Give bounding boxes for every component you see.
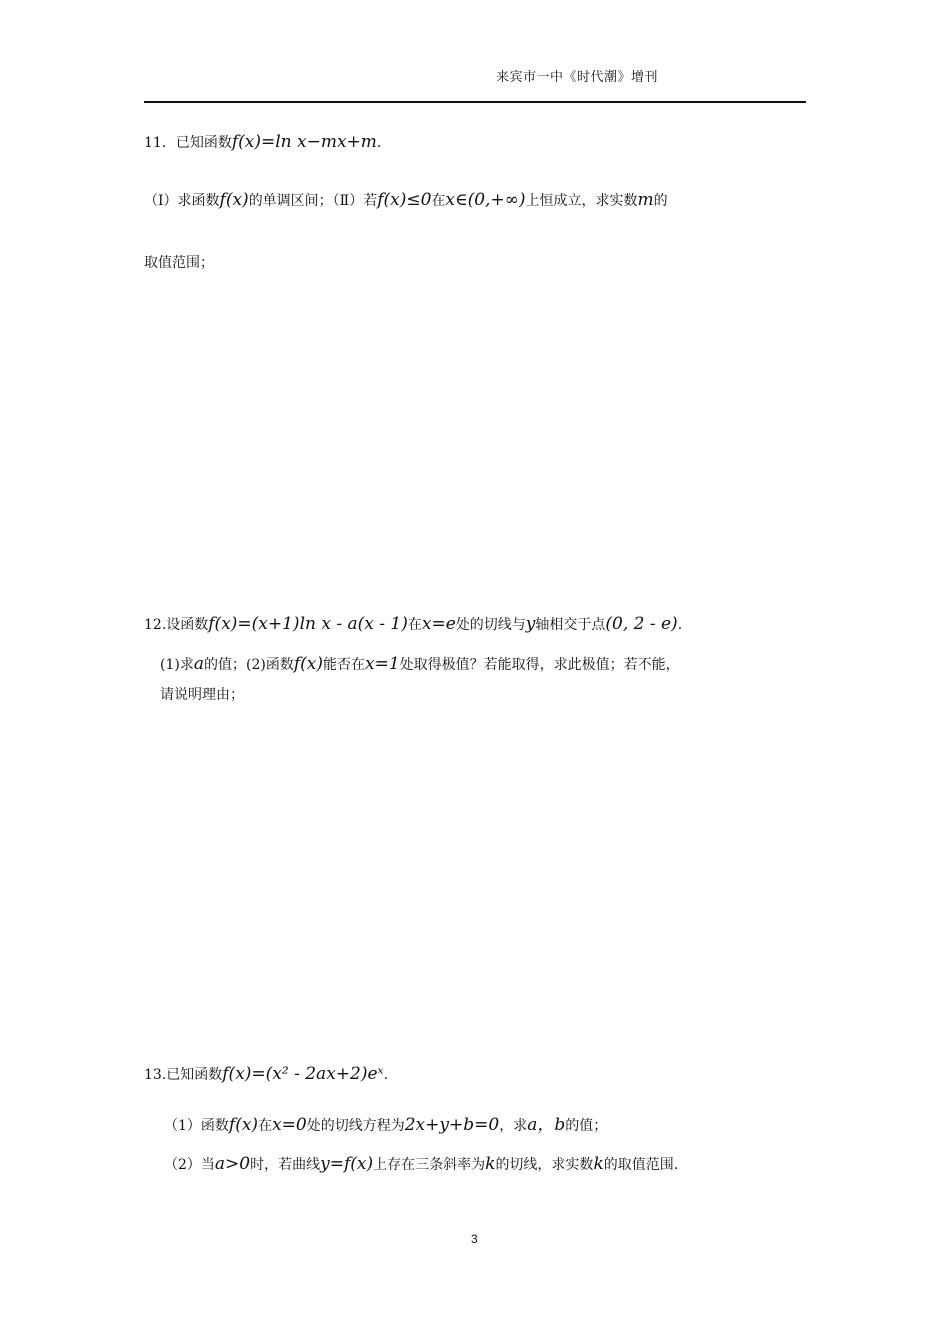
page-header: 来宾市一中《时代潮》增刊	[496, 70, 659, 85]
q11-continuation: 取值范围；	[144, 255, 214, 271]
q12-text-a: 在	[407, 617, 422, 633]
q13-var-k-2: k	[593, 1154, 604, 1174]
q12-text-c: 轴相交于点	[535, 617, 606, 633]
q11-var-m: m	[637, 190, 654, 210]
q13-text-1e: 的值；	[565, 1118, 608, 1134]
q11-formula: f(x)=ln x−mx+m	[231, 132, 377, 152]
q13-condition: a>0	[214, 1154, 251, 1174]
q13-vars-ab: a，b	[527, 1115, 566, 1135]
q12-text-1a: (1)求	[160, 657, 194, 673]
q12-var-a: a	[193, 654, 204, 674]
q11-fx: f(x)	[219, 190, 249, 210]
q13-text-2b: 时，若曲线	[250, 1157, 321, 1173]
q12-x-equals-1: x=1	[364, 654, 400, 674]
q13-formula: f(x)=(x² - 2ax+2)eˣ	[222, 1064, 384, 1084]
q13-period: .	[383, 1067, 389, 1083]
q12-text-1b: 的值；(2)函数	[203, 657, 294, 673]
q13-fx: f(x)	[228, 1115, 259, 1135]
q11-text-e: 的	[653, 193, 668, 209]
q12-formula: f(x)=(x+1)ln x - a(x - 1)	[208, 614, 408, 634]
q12-x-equals-e: x=e	[421, 614, 456, 634]
q12-statement	[144, 614, 682, 634]
q13-text-1b: 在	[258, 1118, 273, 1134]
q12-subquestions	[160, 654, 680, 674]
q12-point: (0, 2 - e)	[605, 614, 678, 634]
q13-statement	[144, 1064, 388, 1084]
q11-text-c: 在	[431, 193, 446, 209]
q11-prefix: 11．已知函数	[144, 135, 232, 151]
q12-text-1d: 处取得极值？若能取得，求此极值；若不能，	[399, 657, 680, 673]
q11-domain: x∈(0,+∞)	[445, 190, 526, 210]
q11-statement	[144, 132, 381, 152]
q12-prefix: 12.设函数	[144, 617, 209, 633]
q13-var-k: k	[485, 1154, 496, 1174]
q11-text-b: 的单调区间；（Ⅱ）若	[248, 193, 378, 209]
q11-subquestions	[144, 190, 668, 210]
header-rule	[144, 101, 806, 103]
q13-part2	[164, 1154, 678, 1174]
q11-period: .	[376, 135, 382, 151]
q13-text-2a: （2）当	[164, 1157, 215, 1173]
q11-text-d: 上恒成立，求实数	[525, 193, 638, 209]
q13-text-2d: 的切线，求实数	[495, 1157, 594, 1173]
q12-fx: f(x)	[293, 654, 323, 674]
q12-text-b: 处的切线与	[455, 617, 526, 633]
q13-text-2c: 上存在三条斜率为	[373, 1157, 486, 1173]
q13-part1	[164, 1110, 607, 1135]
q13-prefix: 13.已知函数	[144, 1067, 223, 1083]
q13-text-1c: 处的切线方程为	[306, 1118, 405, 1134]
q11-condition: f(x)≤0	[377, 190, 432, 210]
q13-tangent-line: 2x+y+b=0	[404, 1115, 500, 1135]
q13-text-1a: （1）函数	[164, 1118, 229, 1134]
q12-text-1c: 能否在	[322, 657, 365, 673]
q13-x-equals-0: x=0	[272, 1115, 307, 1135]
q13-text-2e: 的取值范围.	[603, 1157, 679, 1173]
q12-continuation: 请说明理由；	[160, 687, 244, 703]
q11-text-a: （Ⅰ）求函数	[144, 193, 220, 209]
page-number: 3	[471, 1232, 478, 1246]
q12-var-y: y	[525, 614, 536, 634]
q12-period: .	[677, 617, 683, 633]
q13-text-1d: ，求	[499, 1118, 528, 1134]
q13-curve: y=f(x)	[320, 1154, 374, 1174]
